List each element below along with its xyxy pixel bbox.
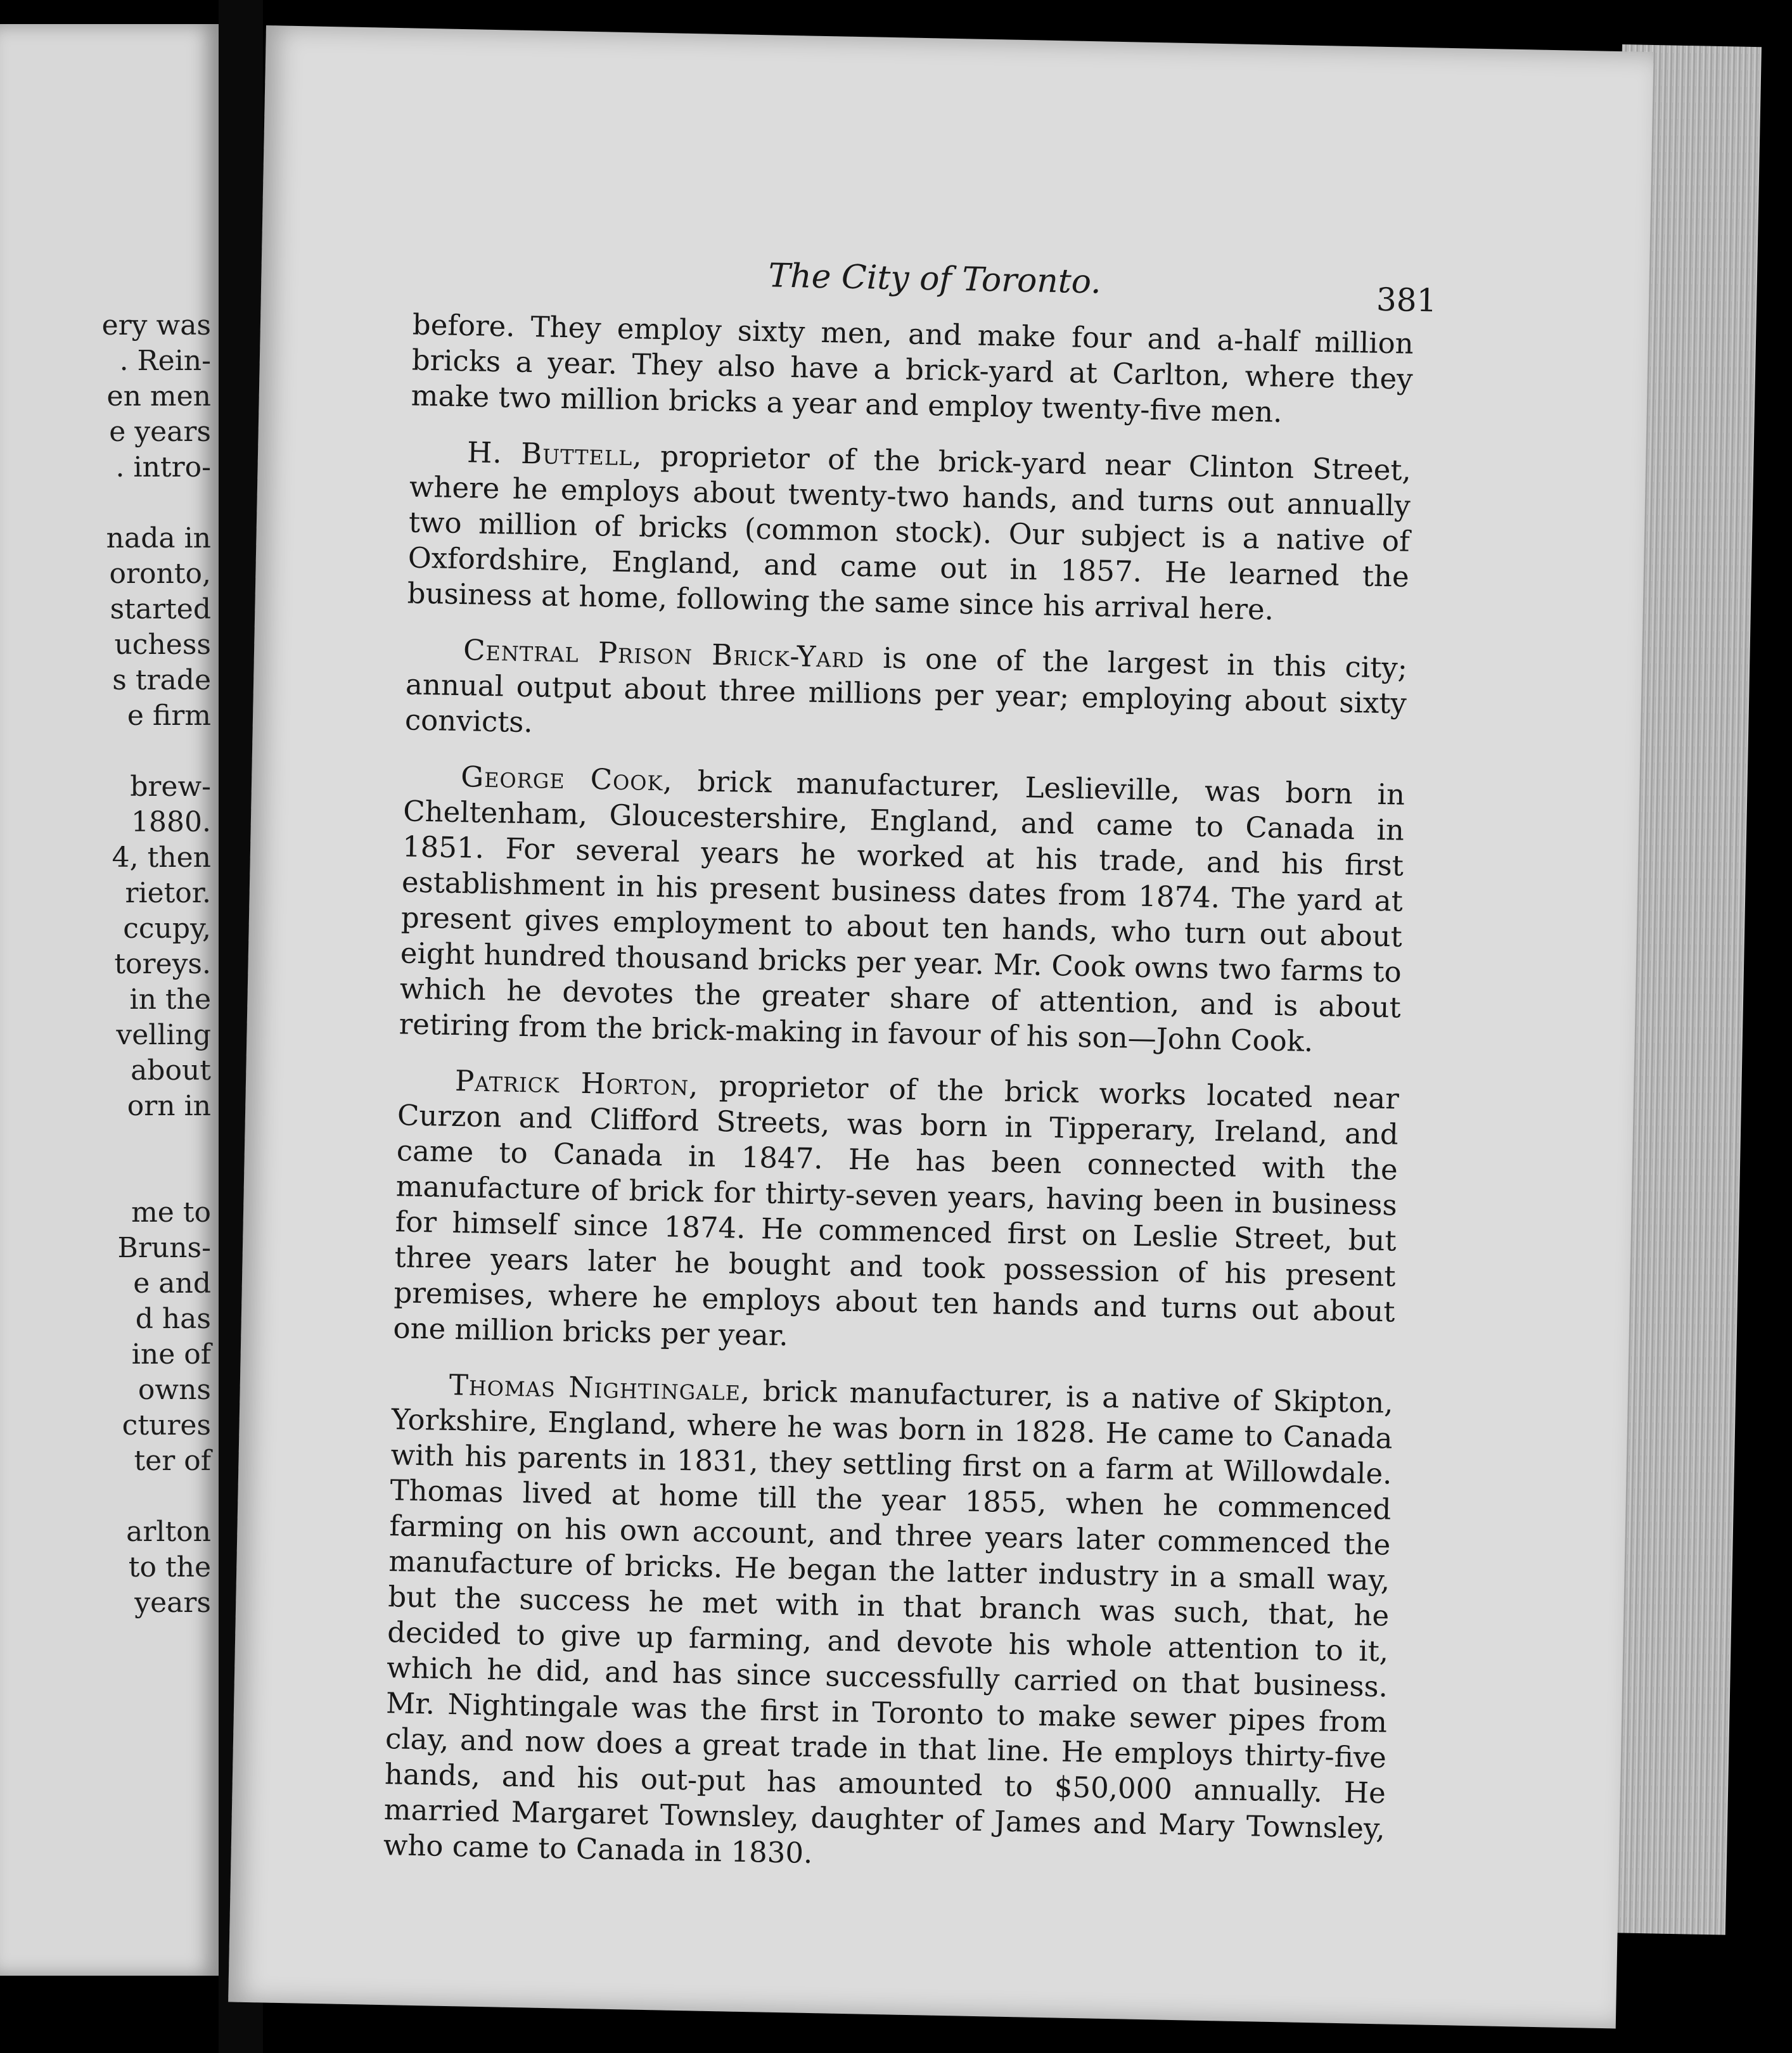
- left-page-line: ctures: [122, 1409, 211, 1442]
- right-page: [228, 25, 1653, 2028]
- left-page-line: ery was: [101, 309, 211, 342]
- entry-name: Central Prison Brick-Yard: [463, 633, 865, 675]
- left-page-line: toreys.: [114, 948, 211, 980]
- left-page-line: ter of: [134, 1445, 211, 1477]
- left-page-line: 4, then: [112, 841, 211, 874]
- left-page-line: rietor.: [125, 877, 211, 909]
- left-page-line: in the: [129, 983, 211, 1016]
- left-page-line: me to: [131, 1196, 211, 1229]
- entry-name: Thomas Nightingale,: [449, 1367, 751, 1408]
- left-page-line: Bruns-: [117, 1232, 211, 1264]
- left-page-line: arlton: [126, 1516, 211, 1548]
- running-head: The City of Toronto.: [767, 257, 1102, 302]
- left-page-line: owns: [138, 1374, 211, 1406]
- page-number: 381: [1376, 281, 1437, 319]
- left-page-line: d has: [135, 1303, 211, 1335]
- entry-name: H. Buttell,: [466, 435, 643, 473]
- paragraph-text: proprietor of the brick works located near Curzon and Clifford Streets, was born in Tipperary, Ireland, and came to Canada in 1847. He has been connected with the manufacture of brick for thirty-seven years, having been in business for himself since 1874. He commenced first on Leslie Street, but three years later he bought and took possession of his present premises, where he employs about ten hands and turns out about one million bricks per year.: [393, 1068, 1400, 1353]
- left-page-line: velling: [116, 1019, 211, 1051]
- paragraph: [399, 758, 1405, 1061]
- left-page-line: orn in: [127, 1090, 211, 1122]
- paragraph: [411, 307, 1414, 433]
- entry-name: George Cook,: [460, 760, 674, 798]
- left-page-line: e and: [133, 1267, 211, 1300]
- paragraph: [407, 433, 1411, 630]
- left-page-line: uchess: [114, 629, 211, 661]
- left-page-line: ine of: [131, 1338, 211, 1371]
- paragraph: [383, 1366, 1393, 1882]
- left-page-line: started: [110, 593, 211, 625]
- left-page-line: e firm: [127, 700, 211, 732]
- left-page-line: years: [134, 1587, 211, 1619]
- left-page-line: ccupy,: [123, 912, 211, 945]
- paragraph: [404, 631, 1407, 757]
- left-page-line: e years: [109, 416, 211, 448]
- left-page-line: en men: [106, 380, 211, 413]
- paragraph-text: before. They employ sixty men, and make four and a-half million bricks a year. They also have a brick-yard at Carlton, where they make two million bricks a year and employ twenty-five men.: [411, 307, 1414, 429]
- paragraph-text: proprietor of the brick-yard near Clinton Street, where he employs about twenty-two hands, and turns out annually two million of bricks (common stock). Our subject is a native of Oxfordshire, England, and came out in 1857. He learned the business at home, following the same since his arrival here.: [407, 438, 1412, 627]
- entry-name: Patrick Horton,: [454, 1064, 699, 1103]
- left-page-line: . Rein-: [119, 345, 211, 377]
- left-page-line: s trade: [112, 664, 211, 696]
- paragraph-text: is one of the largest in this city; annual output about three millions per year; employing about sixty convicts.: [404, 641, 1408, 739]
- left-page-line: nada in: [106, 522, 211, 554]
- left-page-line: to the: [128, 1551, 211, 1583]
- paragraph-text: brick manufacturer, Leslieville, was born in Cheltenham, Gloucestershire, England, and came to Canada in 1851. For several years he worked at his trade, and his first establishment in his present business dates from 1874. The yard at present gives employment to about ten hands, who turn out about eight hundred thousand bricks per year. Mr. Cook owns two farms to which he devotes the greater share of attention, and is about retiring from the brick-making in favour of his son—John Cook.: [399, 764, 1405, 1059]
- paragraph-text: brick manufacturer, is a native of Skipton, Yorkshire, England, where he was born in 1828. He came to Canada with his parents in 1831, they settling first on a farm at Willowdale. Thomas lived at home till the year 1855, when he commenced farming on his own account, and three years later commenced the manufacture of bricks. He began the latter industry in a small way, but the success he met with in that branch was such, that, he decided to give up farming, and devote his whole attention to it, which he did, and has since successfully carried on that business. Mr. Nightingale was the first in Toronto to make sewer pipes from clay, and now does a great trade in that line. He employs thirty-five hands, and his out-put has amounted to $50,000 annually. He married Margaret Townsley, daughter of James and Mary Townsley, who came to Canada in 1830.: [383, 1374, 1394, 1871]
- paragraph: [393, 1062, 1399, 1365]
- left-page-line: brew-: [130, 771, 211, 803]
- left-page-line: about: [131, 1054, 211, 1087]
- left-page-line: . intro-: [115, 451, 211, 483]
- left-page: [0, 24, 219, 1976]
- left-page-line: 1880.: [131, 806, 211, 838]
- left-page-line: oronto,: [109, 558, 211, 590]
- body-text: [383, 307, 1414, 1903]
